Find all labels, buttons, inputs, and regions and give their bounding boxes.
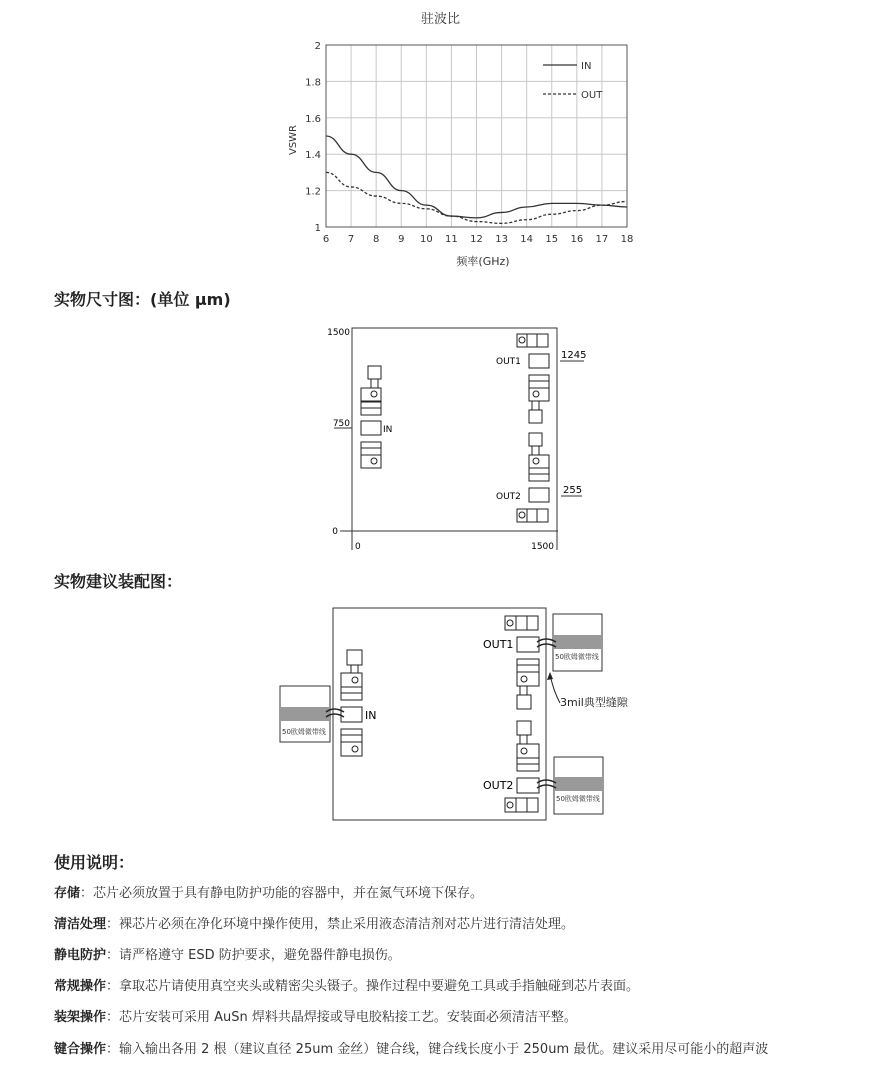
dim-y-mid: 750	[332, 419, 350, 429]
out1-pad	[529, 354, 549, 368]
x-tick-label: 12	[470, 234, 483, 245]
usage-item-bonding: 键合操作：输入输出各用 2 根（建议直径 25um 金丝）键合线，键合线长度小于 250um 最优。建议采用尽可能小的超声波	[54, 1042, 769, 1057]
dim-x-right: 1500	[531, 542, 554, 552]
microstrip-in-label: 50欧姆微带线	[282, 728, 326, 736]
assembly-in-pad	[341, 707, 362, 722]
assembly-label-out1: OUT1	[483, 638, 514, 651]
chart-grid	[326, 45, 627, 227]
dim-1245: 1245	[561, 350, 587, 361]
usage-item-handling: 常规操作：拿取芯片请使用真空夹头或精密尖头镊子。操作过程中要避免工具或手指触碰到芯片表面。	[54, 979, 640, 994]
y-tick-label: 1.8	[305, 77, 321, 89]
dim-y-zero: 0	[332, 527, 338, 537]
usage-section-title: 使用说明：	[54, 853, 135, 872]
x-tick-label: 17	[595, 234, 609, 245]
usage-item-esd: 静电防护：请严格遵守 ESD 防护要求，避免器件静电损伤。	[54, 948, 401, 963]
x-tick-label: 9	[398, 234, 405, 245]
microstrip-out2-label: 50欧姆微带线	[556, 795, 600, 803]
x-tick-label: 16	[570, 234, 584, 245]
y-tick-label: 1.4	[305, 150, 321, 162]
dim-y-top: 1500	[327, 328, 350, 338]
vswr-chart	[0, 0, 881, 280]
dims-label-out2: OUT2	[496, 492, 521, 502]
legend-label-out: OUT	[581, 90, 603, 101]
usage-item-cleaning: 清洁处理：裸芯片必须在净化环境中操作使用，禁止采用液态清洁剂对芯片进行清洁处理。	[54, 917, 575, 932]
y-tick-label: 2	[314, 41, 321, 52]
x-tick-label: 8	[372, 234, 380, 245]
usage-item-mounting: 装架操作：芯片安装可采用 AuSn 焊料共晶焊接或导电胶粘接工艺。安装面必须清洁平整。	[54, 1010, 577, 1025]
dim-x-zero: 0	[355, 542, 361, 552]
x-tick-label: 6	[322, 234, 330, 245]
x-tick-label: 13	[495, 234, 508, 245]
assembly-out1-pad	[517, 637, 539, 652]
x-tick-label: 7	[347, 234, 355, 245]
assembly-section-title: 实物建议装配图：	[54, 572, 183, 591]
x-tick-label: 15	[545, 234, 559, 245]
x-tick-label: 11	[445, 234, 458, 245]
dims-label-out1: OUT1	[496, 357, 521, 367]
dim-255: 255	[563, 485, 583, 496]
assembly-drawing	[0, 600, 881, 830]
microstrip-out1-label: 50欧姆微带线	[555, 653, 599, 661]
x-ticks	[323, 234, 634, 245]
y-axis-label: VSWR	[288, 124, 299, 156]
y-tick-label: 1.2	[305, 186, 321, 198]
x-tick-label: 18	[620, 234, 634, 245]
x-tick-label: 10	[419, 234, 433, 245]
out2-pad	[529, 488, 549, 502]
usage-item-storage: 存储：芯片必须放置于具有静电防护功能的容器中，并在氮气环境下保存。	[54, 886, 484, 901]
legend-label-in: IN	[581, 61, 592, 72]
chart-title: 驻波比	[420, 12, 460, 27]
assembly-label-out2: OUT2	[483, 779, 514, 792]
assembly-out2-pad	[517, 778, 539, 793]
gap-note: 3mil典型缝隙	[560, 696, 628, 709]
y-tick-label: 1.6	[305, 113, 321, 125]
assembly-label-in: IN	[365, 709, 377, 722]
x-tick-label: 14	[520, 234, 534, 245]
x-axis-label: 频率(GHz)	[456, 255, 510, 268]
in-pad	[361, 421, 381, 435]
dims-section-title: 实物尺寸图：(单位 μm)	[54, 290, 231, 309]
y-ticks	[305, 41, 321, 234]
y-tick-label: 1	[314, 223, 321, 234]
dims-label-in: IN	[383, 425, 393, 435]
dimension-drawing	[0, 320, 881, 560]
